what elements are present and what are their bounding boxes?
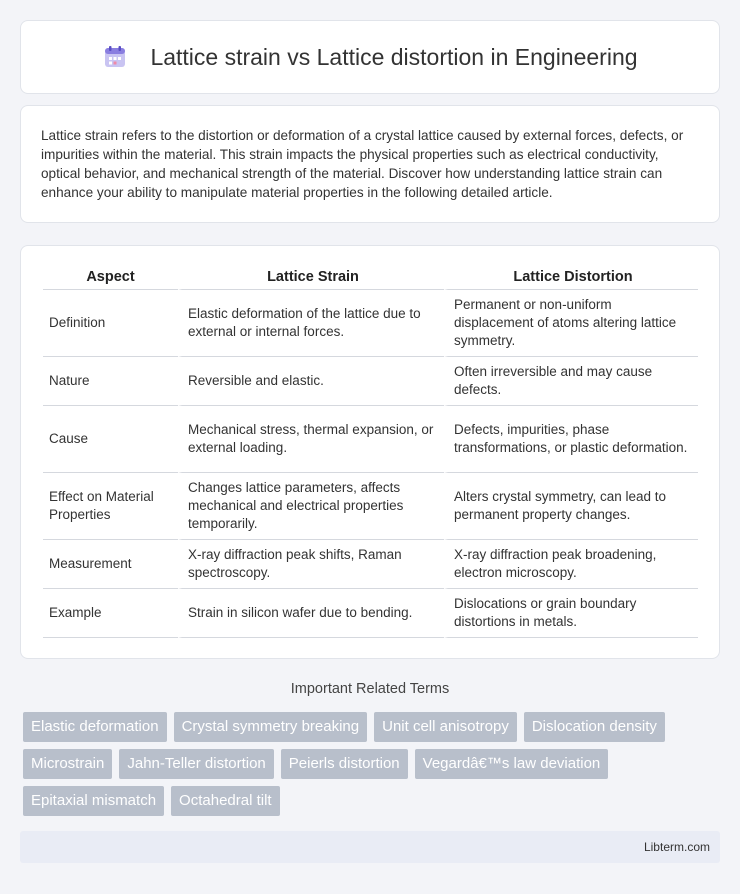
table-row (43, 290, 698, 357)
related-terms-list (23, 712, 723, 816)
related-term-tag[interactable]: Elastic deformation (23, 712, 167, 742)
table-cell: X-ray diffraction peak broadening, electron microscopy. (444, 540, 698, 589)
title-card (20, 20, 720, 94)
table-cell: Measurement (43, 540, 178, 589)
related-term-tag[interactable]: Octahedral tilt (171, 786, 280, 816)
related-term-tag[interactable]: Unit cell anisotropy (374, 712, 517, 742)
related-term-tag[interactable]: Microstrain (23, 749, 112, 779)
footer-site-link[interactable]: Libterm.com (643, 840, 710, 854)
table-row (43, 473, 698, 540)
table-cell: Definition (43, 290, 178, 357)
related-term-tag[interactable]: Crystal symmetry breaking (174, 712, 368, 742)
comparison-table-card (20, 245, 720, 659)
related-terms-title: Important Related Terms (290, 681, 450, 697)
table-cell: Reversible and elastic. (178, 357, 444, 406)
comparison-table (43, 268, 698, 638)
table-cell: Cause (43, 406, 178, 473)
header-aspect: Aspect (43, 268, 178, 290)
table-cell: Permanent or non-uniform displacement of atoms altering lattice symmetry. (444, 290, 698, 357)
table-cell: Mechanical stress, thermal expansion, or external loading. (178, 406, 444, 473)
table-row (43, 406, 698, 473)
related-term-tag[interactable]: Epitaxial mismatch (23, 786, 164, 816)
table-cell: Defects, impurities, phase transformations, or plastic deformation. (444, 406, 698, 473)
table-cell: Changes lattice parameters, affects mechanical and electrical properties temporarily. (178, 473, 444, 540)
page-title: Lattice strain vs Lattice distortion in Engineering (150, 43, 638, 70)
table-cell: Example (43, 589, 178, 638)
table-row (43, 357, 698, 406)
footer (20, 831, 720, 863)
related-term-tag[interactable]: Dislocation density (524, 712, 665, 742)
related-term-tag[interactable]: Jahn-Teller distortion (119, 749, 273, 779)
table-cell: Effect on Material Properties (43, 473, 178, 540)
header-lattice-strain: Lattice Strain (178, 268, 444, 290)
table-cell: Nature (43, 357, 178, 406)
header-lattice-distortion: Lattice Distortion (444, 268, 698, 290)
table-cell: X-ray diffraction peak shifts, Raman spectroscopy. (178, 540, 444, 589)
table-cell: Often irreversible and may cause defects. (444, 357, 698, 406)
intro-text: Lattice strain refers to the distortion or deformation of a crystal lattice caused by external forces, defects, or impurities within the material. This strain impacts the physical properties such as electrical conductivity, optical behavior, and mechanical strength of the material. Discover how understanding lattice strain can enhance your ability to manipulate material properties in the following detailed article. (41, 128, 684, 200)
calendar-icon (102, 44, 128, 70)
table-header-row (43, 268, 698, 290)
related-term-tag[interactable]: Vegardâ€™s law deviation (415, 749, 609, 779)
related-term-tag[interactable]: Peierls distortion (281, 749, 408, 779)
table-row (43, 540, 698, 589)
table-cell: Dislocations or grain boundary distortions in metals. (444, 589, 698, 638)
intro-card (20, 105, 720, 223)
table-cell: Strain in silicon wafer due to bending. (178, 589, 444, 638)
table-cell: Alters crystal symmetry, can lead to permanent property changes. (444, 473, 698, 540)
table-cell: Elastic deformation of the lattice due to external or internal forces. (178, 290, 444, 357)
table-row (43, 589, 698, 638)
